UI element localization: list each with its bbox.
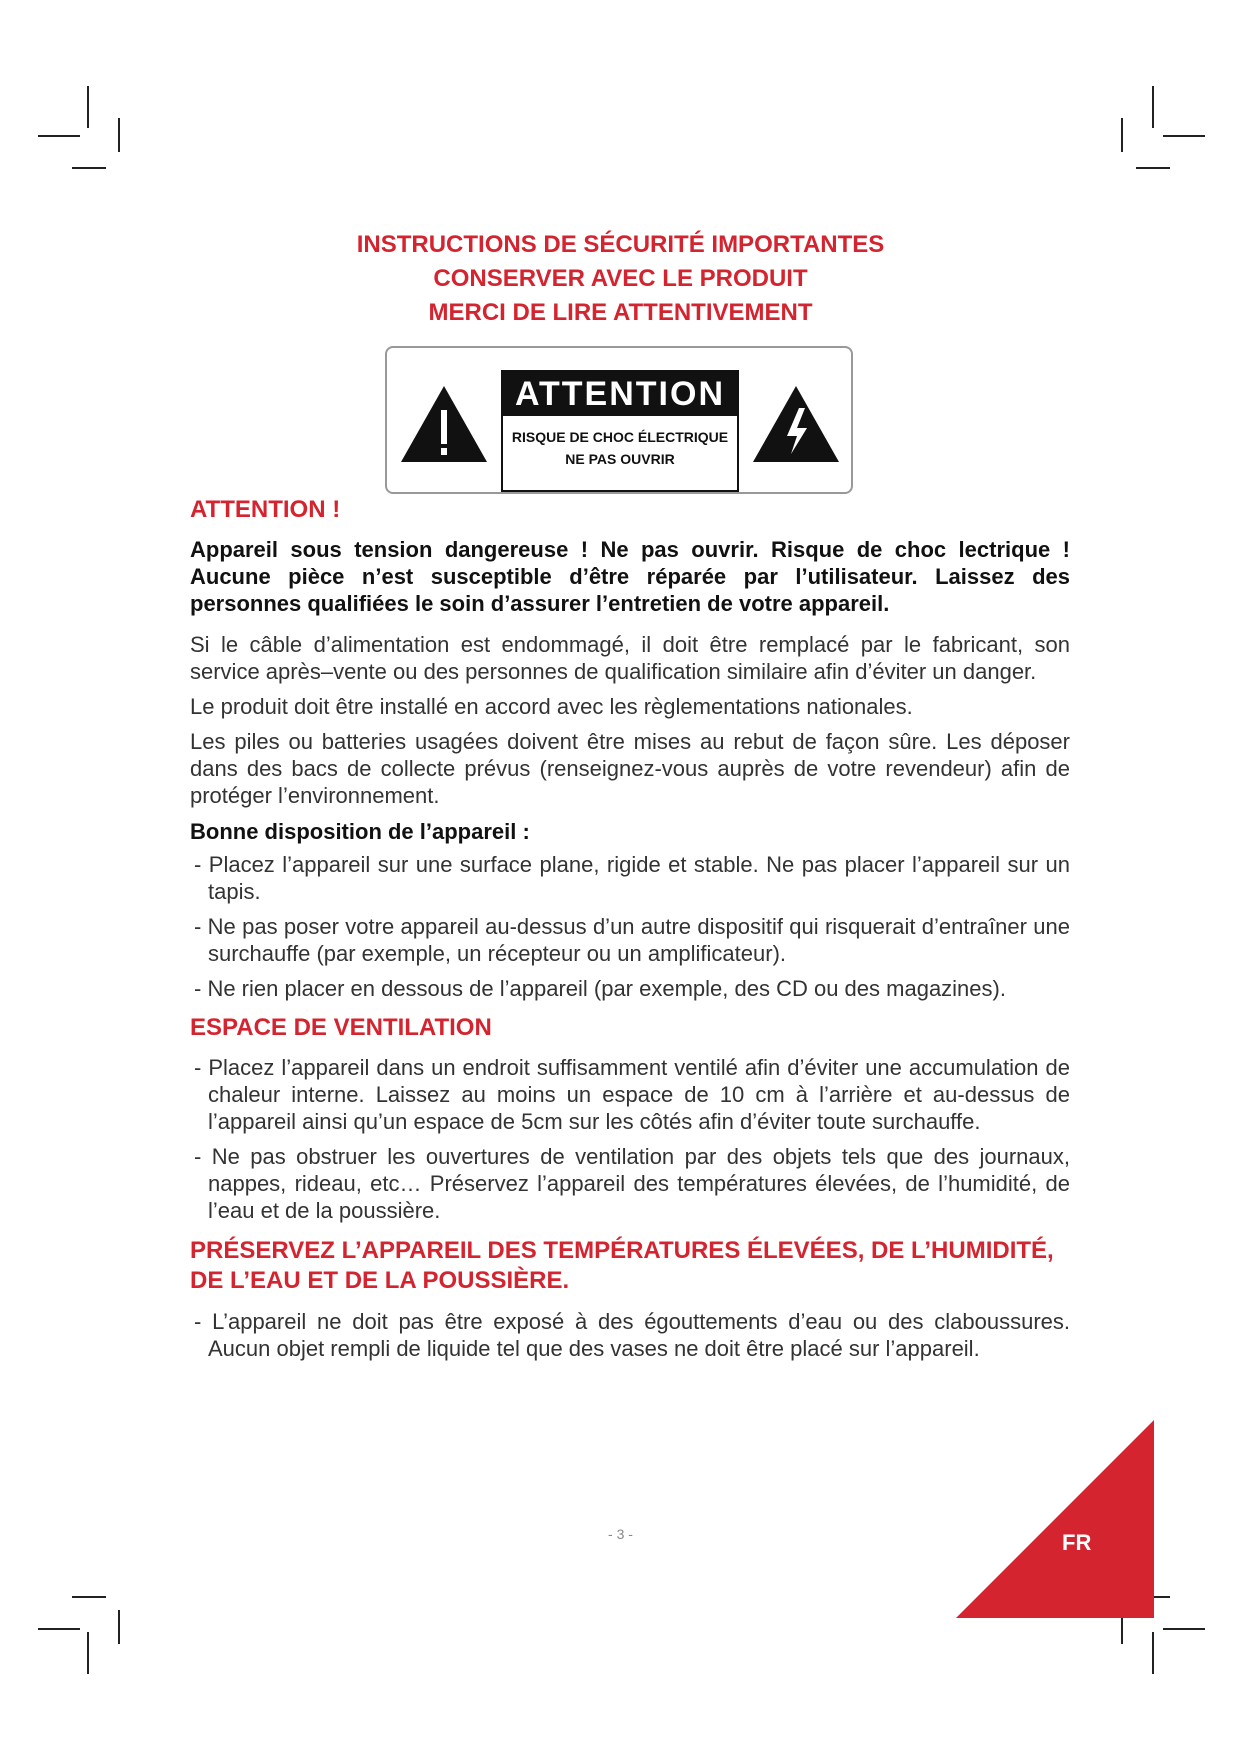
- exclamation-warning-icon: [399, 384, 489, 464]
- attention-title: ATTENTION: [503, 372, 737, 416]
- list-item: - Placez l’appareil sur une surface plane, rigide et stable. Ne pas placer l’appareil sur un tapis.: [194, 852, 1070, 904]
- shock-risk-text: RISQUE DE CHOC ÉLECTRIQUE: [511, 429, 729, 445]
- header-title: INSTRUCTIONS DE SÉCURITÉ IMPORTANTES: [356, 231, 885, 258]
- attention-label: [501, 370, 739, 492]
- warning-label: [385, 346, 853, 494]
- do-not-open-text: NE PAS OUVRIR: [565, 451, 675, 467]
- header-subtitle: CONSERVER AVEC LE PRODUIT: [433, 265, 808, 292]
- paragraph: Le produit doit être installé en accord avec les règlementations nationales.: [190, 694, 913, 719]
- paragraph: Si le câble d’alimentation est endommagé, il doit être remplacé par le fabricant, son service après–vente ou des personnes de qualification similaire afin d’éviter un danger.: [190, 632, 1070, 684]
- list-item: - Ne pas poser votre appareil au-dessus d’un autre dispositif qui risquerait d’entraîner une surchauffe (par exemple, un récepteur ou un amplificateur).: [194, 914, 1070, 966]
- paragraph: Les piles ou batteries usagées doivent être mises au rebut de façon sûre. Les déposer dans des bacs de collecte prévus (renseignez-vous auprès de votre revendeur) afin de protéger l’environnement.: [190, 729, 1070, 808]
- attention-heading: ATTENTION !: [190, 496, 341, 523]
- list-item: - Ne pas obstruer les ouvertures de ventilation par des objets tels que des journaux, nappes, rideau, etc… Préservez l’appareil des températures élevées, de l’humidité, de l’eau et de la poussière.: [194, 1144, 1070, 1223]
- page-header: [0, 228, 1241, 330]
- header-subtitle-2: MERCI DE LIRE ATTENTIVEMENT: [428, 299, 813, 326]
- electric-shock-icon: [751, 384, 841, 464]
- list-item: - Ne rien placer en dessous de l’appareil (par exemple, des CD ou des magazines).: [194, 976, 1006, 1001]
- page-number: - 3 -: [608, 1526, 633, 1542]
- preserve-heading: PRÉSERVEZ L’APPAREIL DES TEMPÉRATURES ÉLEVÉES, DE L’HUMIDITÉ, DE L’EAU ET DE LA POUSSIÈRE.: [190, 1237, 1054, 1294]
- disposition-heading: Bonne disposition de l’appareil :: [190, 819, 530, 844]
- list-item: - L’appareil ne doit pas être exposé à des égouttements d’eau ou des claboussures. Aucun objet rempli de liquide tel que des vases ne doit être placé sur l’appareil.: [194, 1309, 1070, 1361]
- list-item: - Placez l’appareil dans un endroit suffisamment ventilé afin d’éviter une accumulation de chaleur interne. Laissez au moins un espace de 10 cm à l’arrière et au-dessus de l’appareil ainsi qu’un espace de 5cm sur les côtés afin d’éviter toute surchauffe.: [194, 1055, 1070, 1134]
- attention-warning-text: Appareil sous tension dangereuse ! Ne pas ouvrir. Risque de choc lectrique ! Aucune pièce n’est susceptible d’être réparée par l’utilisateur. Laissez des personnes qualifiées le soin d’assurer l’entretien de votre appareil.: [190, 537, 1070, 616]
- main-content: [190, 496, 1070, 1370]
- ventilation-heading: ESPACE DE VENTILATION: [190, 1014, 492, 1041]
- language-tab-triangle: [956, 1420, 1154, 1618]
- language-tab-label: FR: [1062, 1530, 1092, 1555]
